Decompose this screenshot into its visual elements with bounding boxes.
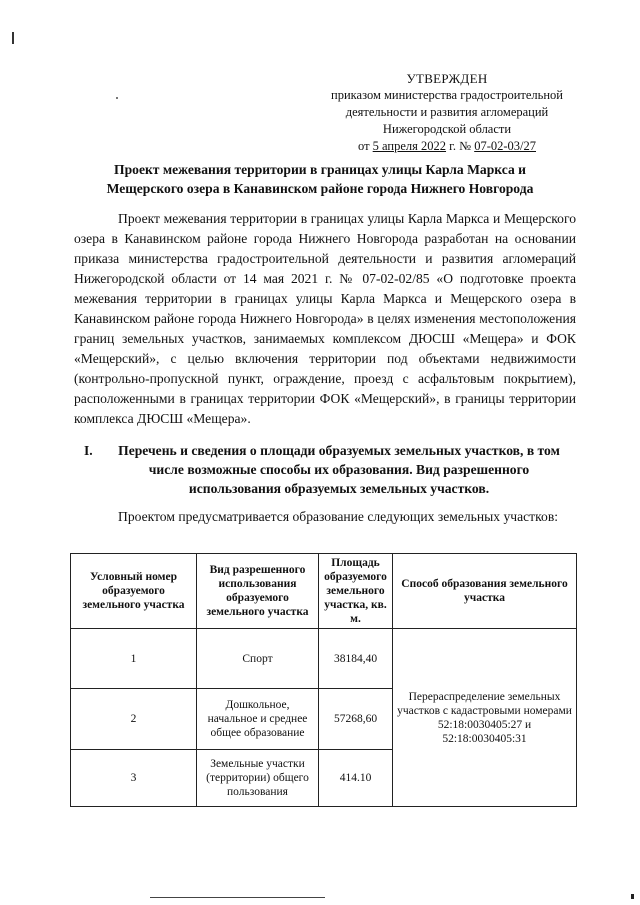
header-parcel-number: Условный номер образуемого земельного участка — [71, 554, 197, 629]
title-line: Мещерского озера в Канавинском районе города Нижнего Новгорода — [106, 181, 534, 196]
cell-parcel-number: 2 — [71, 689, 197, 750]
cell-permitted-use: Спорт — [197, 629, 319, 689]
approval-line: приказом министерства градостроительной — [331, 88, 563, 102]
cell-area: 414.10 — [319, 750, 393, 807]
approval-line: Нижегородской области — [382, 122, 512, 136]
date-suffix: г. № — [449, 139, 472, 153]
approval-date: 5 апреля 2022 — [372, 139, 447, 153]
parcels-table — [70, 553, 577, 807]
approval-heading: УТВЕРЖДЕН — [406, 71, 488, 86]
provision-paragraph: Проектом предусматривается образование следующих земельных участков: — [118, 509, 559, 524]
approval-date-line — [318, 138, 576, 155]
section-title-line: использования образуемых земельных участков. — [188, 481, 490, 496]
header-permitted-use: Вид разрешенного использования образуемого земельного участка — [197, 554, 319, 629]
approval-stamp — [318, 70, 576, 155]
document-title — [70, 160, 570, 198]
scan-dot — [116, 97, 118, 99]
header-area: Площадь образуемого земельного участка, кв. м. — [319, 554, 393, 629]
cell-permitted-use: Дошкольное, начальное и среднее общее образование — [197, 689, 319, 750]
cell-area: 57268,60 — [319, 689, 393, 750]
footer-rule — [150, 897, 325, 898]
section-title-line: числе возможные способы их образования. Вид разрешенного — [148, 462, 530, 477]
section-number: I. — [84, 443, 93, 458]
section-title-line: Перечень и сведения о площади образуемых земельных участков, в том — [118, 443, 560, 458]
intro-paragraph: Проект межевания территории в границах улицы Карла Маркса и Мещерского озера в Канавинском районе города Нижнего Новгорода разработан на основании приказа министерства градостроительной деятельности и развития агломераций Нижегородской области от 14 мая 2021 г. № 07-02-02/85 «О подготовке проекта межевания территории в границах улицы Карла Маркса и Мещерского озера в Канавинском районе города Нижнего Новгорода» в целях изменения местоположения границ земельных участков, занимаемых комплексом ДЮСШ «Мещера» и ФОК «Мещерский», с целью включения территории под объектами недвижимости (контрольно-пропускной пункт, ограждение, проезд с асфальтовым покрытием), расположенными в границах территории ФОК «Мещерский», в границы территории комплекса ДЮСШ «Мещера». — [74, 211, 576, 426]
approval-line: деятельности и развития агломераций — [345, 105, 549, 119]
cell-parcel-number: 1 — [71, 629, 197, 689]
cell-formation-method: Перераспределение земельных участков с кадастровыми номерами 52:18:0030405:27 и 52:18:0030405:31 — [393, 629, 577, 807]
cell-permitted-use: Земельные участки (территории) общего пользования — [197, 750, 319, 807]
section-heading — [70, 441, 580, 498]
cell-parcel-number: 3 — [71, 750, 197, 807]
cell-area: 38184,40 — [319, 629, 393, 689]
header-formation-method: Способ образования земельного участка — [393, 554, 577, 629]
table-row — [71, 629, 577, 689]
scan-mark — [12, 32, 14, 44]
table-header-row — [71, 554, 577, 629]
order-number: 07-02-03/27 — [474, 139, 536, 153]
title-line: Проект межевания территории в границах улицы Карла Маркса и — [114, 162, 526, 177]
date-prefix: от — [357, 139, 370, 153]
scan-dot — [631, 894, 634, 899]
